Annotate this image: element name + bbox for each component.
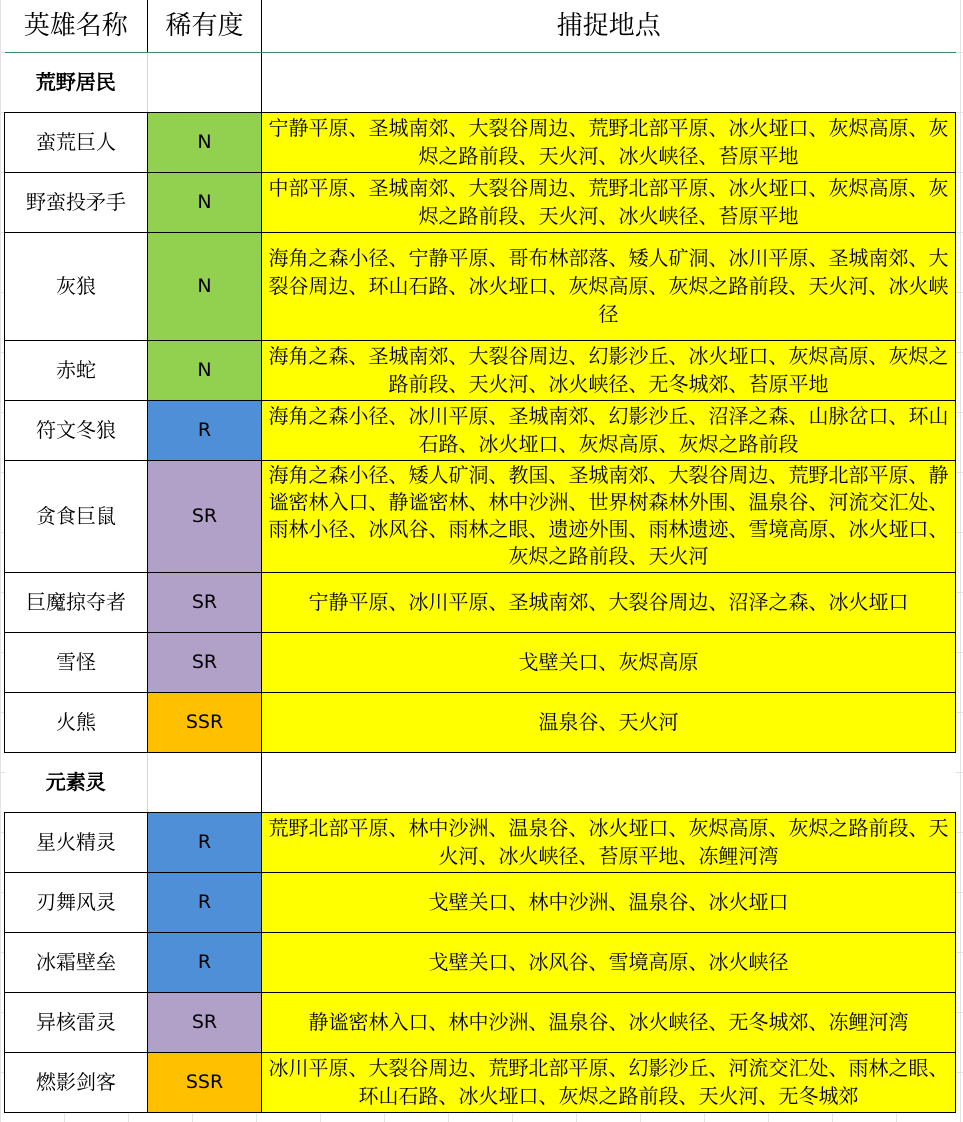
rarity-cell[interactable]: SR — [148, 992, 262, 1052]
rarity-cell[interactable]: R — [148, 872, 262, 932]
location-cell[interactable]: 宁静平原、冰川平原、圣城南郊、大裂谷周边、沼泽之森、冰火垭口 — [262, 572, 956, 632]
category-blank-cell[interactable] — [148, 752, 262, 812]
hero-name-cell[interactable]: 符文冬狼 — [5, 400, 148, 460]
location-cell[interactable]: 中部平原、圣城南郊、大裂谷周边、荒野北部平原、冰火垭口、灰烬高原、灰烬之路前段、天火河、冰火峡径、苔原平地 — [262, 172, 956, 232]
hero-name-cell[interactable]: 火熊 — [5, 692, 148, 752]
table-row — [5, 172, 956, 232]
rarity-cell[interactable]: SR — [148, 632, 262, 692]
location-cell[interactable]: 海角之森小径、冰川平原、圣城南郊、幻影沙丘、沼泽之森、山脉岔口、环山石路、冰火垭口、灰烬高原、灰烬之路前段 — [262, 400, 956, 460]
rarity-cell[interactable]: R — [148, 812, 262, 872]
location-cell[interactable]: 戈壁关口、林中沙洲、温泉谷、冰火垭口 — [262, 872, 956, 932]
location-cell[interactable]: 温泉谷、天火河 — [262, 692, 956, 752]
hero-name-cell[interactable]: 刃舞风灵 — [5, 872, 148, 932]
rarity-cell[interactable]: SSR — [148, 1052, 262, 1112]
table-row — [5, 1052, 956, 1112]
hero-name-cell[interactable]: 赤蛇 — [5, 340, 148, 400]
category-row — [5, 52, 956, 112]
location-cell[interactable]: 海角之森小径、矮人矿洞、教国、圣城南郊、大裂谷周边、荒野北部平原、静谧密林入口、静谧密林、林中沙洲、世界树森林外围、温泉谷、河流交汇处、雨林小径、冰风谷、雨林之眼、遗迹外围、雨林遗迹、雪境高原、冰火垭口、灰烬之路前段、天火河 — [262, 460, 956, 572]
hero-name-cell[interactable]: 贪食巨鼠 — [5, 460, 148, 572]
hero-name-cell[interactable]: 灰狼 — [5, 232, 148, 340]
header-hero-name[interactable]: 英雄名称 — [5, 0, 148, 52]
table-row — [5, 992, 956, 1052]
header-row — [5, 0, 956, 52]
table-row — [5, 232, 956, 340]
location-cell[interactable]: 宁静平原、圣城南郊、大裂谷周边、荒野北部平原、冰火垭口、灰烬高原、灰烬之路前段、天火河、冰火峡径、苔原平地 — [262, 112, 956, 172]
table-body — [5, 0, 956, 1112]
table-row — [5, 400, 956, 460]
rarity-cell[interactable]: SR — [148, 460, 262, 572]
hero-name-cell[interactable]: 异核雷灵 — [5, 992, 148, 1052]
table-row — [5, 872, 956, 932]
table-row — [5, 932, 956, 992]
location-cell[interactable]: 静谧密林入口、林中沙洲、温泉谷、冰火峡径、无冬城郊、冻鲤河湾 — [262, 992, 956, 1052]
category-blank-cell[interactable] — [262, 52, 956, 112]
rarity-cell[interactable]: N — [148, 340, 262, 400]
location-cell[interactable]: 海角之森小径、宁静平原、哥布林部落、矮人矿洞、冰川平原、圣城南郊、大裂谷周边、环山石路、冰火垭口、灰烬高原、灰烬之路前段、天火河、冰火峡径 — [262, 232, 956, 340]
rarity-cell[interactable]: N — [148, 112, 262, 172]
hero-name-cell[interactable]: 巨魔掠夺者 — [5, 572, 148, 632]
rarity-cell[interactable]: R — [148, 932, 262, 992]
location-cell[interactable]: 戈壁关口、冰风谷、雪境高原、冰火峡径 — [262, 932, 956, 992]
location-cell[interactable]: 荒野北部平原、林中沙洲、温泉谷、冰火垭口、灰烬高原、灰烬之路前段、天火河、冰火峡径、苔原平地、冻鲤河湾 — [262, 812, 956, 872]
location-cell[interactable]: 冰川平原、大裂谷周边、荒野北部平原、幻影沙丘、河流交汇处、雨林之眼、环山石路、冰火垭口、灰烬之路前段、天火河、无冬城郊 — [262, 1052, 956, 1112]
hero-name-cell[interactable]: 冰霜壁垒 — [5, 932, 148, 992]
header-rarity[interactable]: 稀有度 — [148, 0, 262, 52]
category-blank-cell[interactable] — [262, 752, 956, 812]
location-cell[interactable]: 戈壁关口、灰烬高原 — [262, 632, 956, 692]
hero-name-cell[interactable]: 星火精灵 — [5, 812, 148, 872]
hero-name-cell[interactable]: 蛮荒巨人 — [5, 112, 148, 172]
category-row — [5, 752, 956, 812]
category-title[interactable]: 荒野居民 — [5, 52, 148, 112]
category-title[interactable]: 元素灵 — [5, 752, 148, 812]
table-row — [5, 572, 956, 632]
table-row — [5, 692, 956, 752]
header-capture-location[interactable]: 捕捉地点 — [262, 0, 956, 52]
table-row — [5, 812, 956, 872]
hero-name-cell[interactable]: 燃影剑客 — [5, 1052, 148, 1112]
table-row — [5, 632, 956, 692]
hero-name-cell[interactable]: 雪怪 — [5, 632, 148, 692]
hero-name-cell[interactable]: 野蛮投矛手 — [5, 172, 148, 232]
table-row — [5, 340, 956, 400]
rarity-cell[interactable]: SSR — [148, 692, 262, 752]
location-cell[interactable]: 海角之森、圣城南郊、大裂谷周边、幻影沙丘、冰火垭口、灰烬高原、灰烬之路前段、天火河、冰火峡径、无冬城郊、苔原平地 — [262, 340, 956, 400]
hero-capture-table — [4, 0, 956, 1113]
rarity-cell[interactable]: R — [148, 400, 262, 460]
rarity-cell[interactable]: N — [148, 232, 262, 340]
rarity-cell[interactable]: SR — [148, 572, 262, 632]
table-row — [5, 112, 956, 172]
category-blank-cell[interactable] — [148, 52, 262, 112]
table-row — [5, 460, 956, 572]
rarity-cell[interactable]: N — [148, 172, 262, 232]
